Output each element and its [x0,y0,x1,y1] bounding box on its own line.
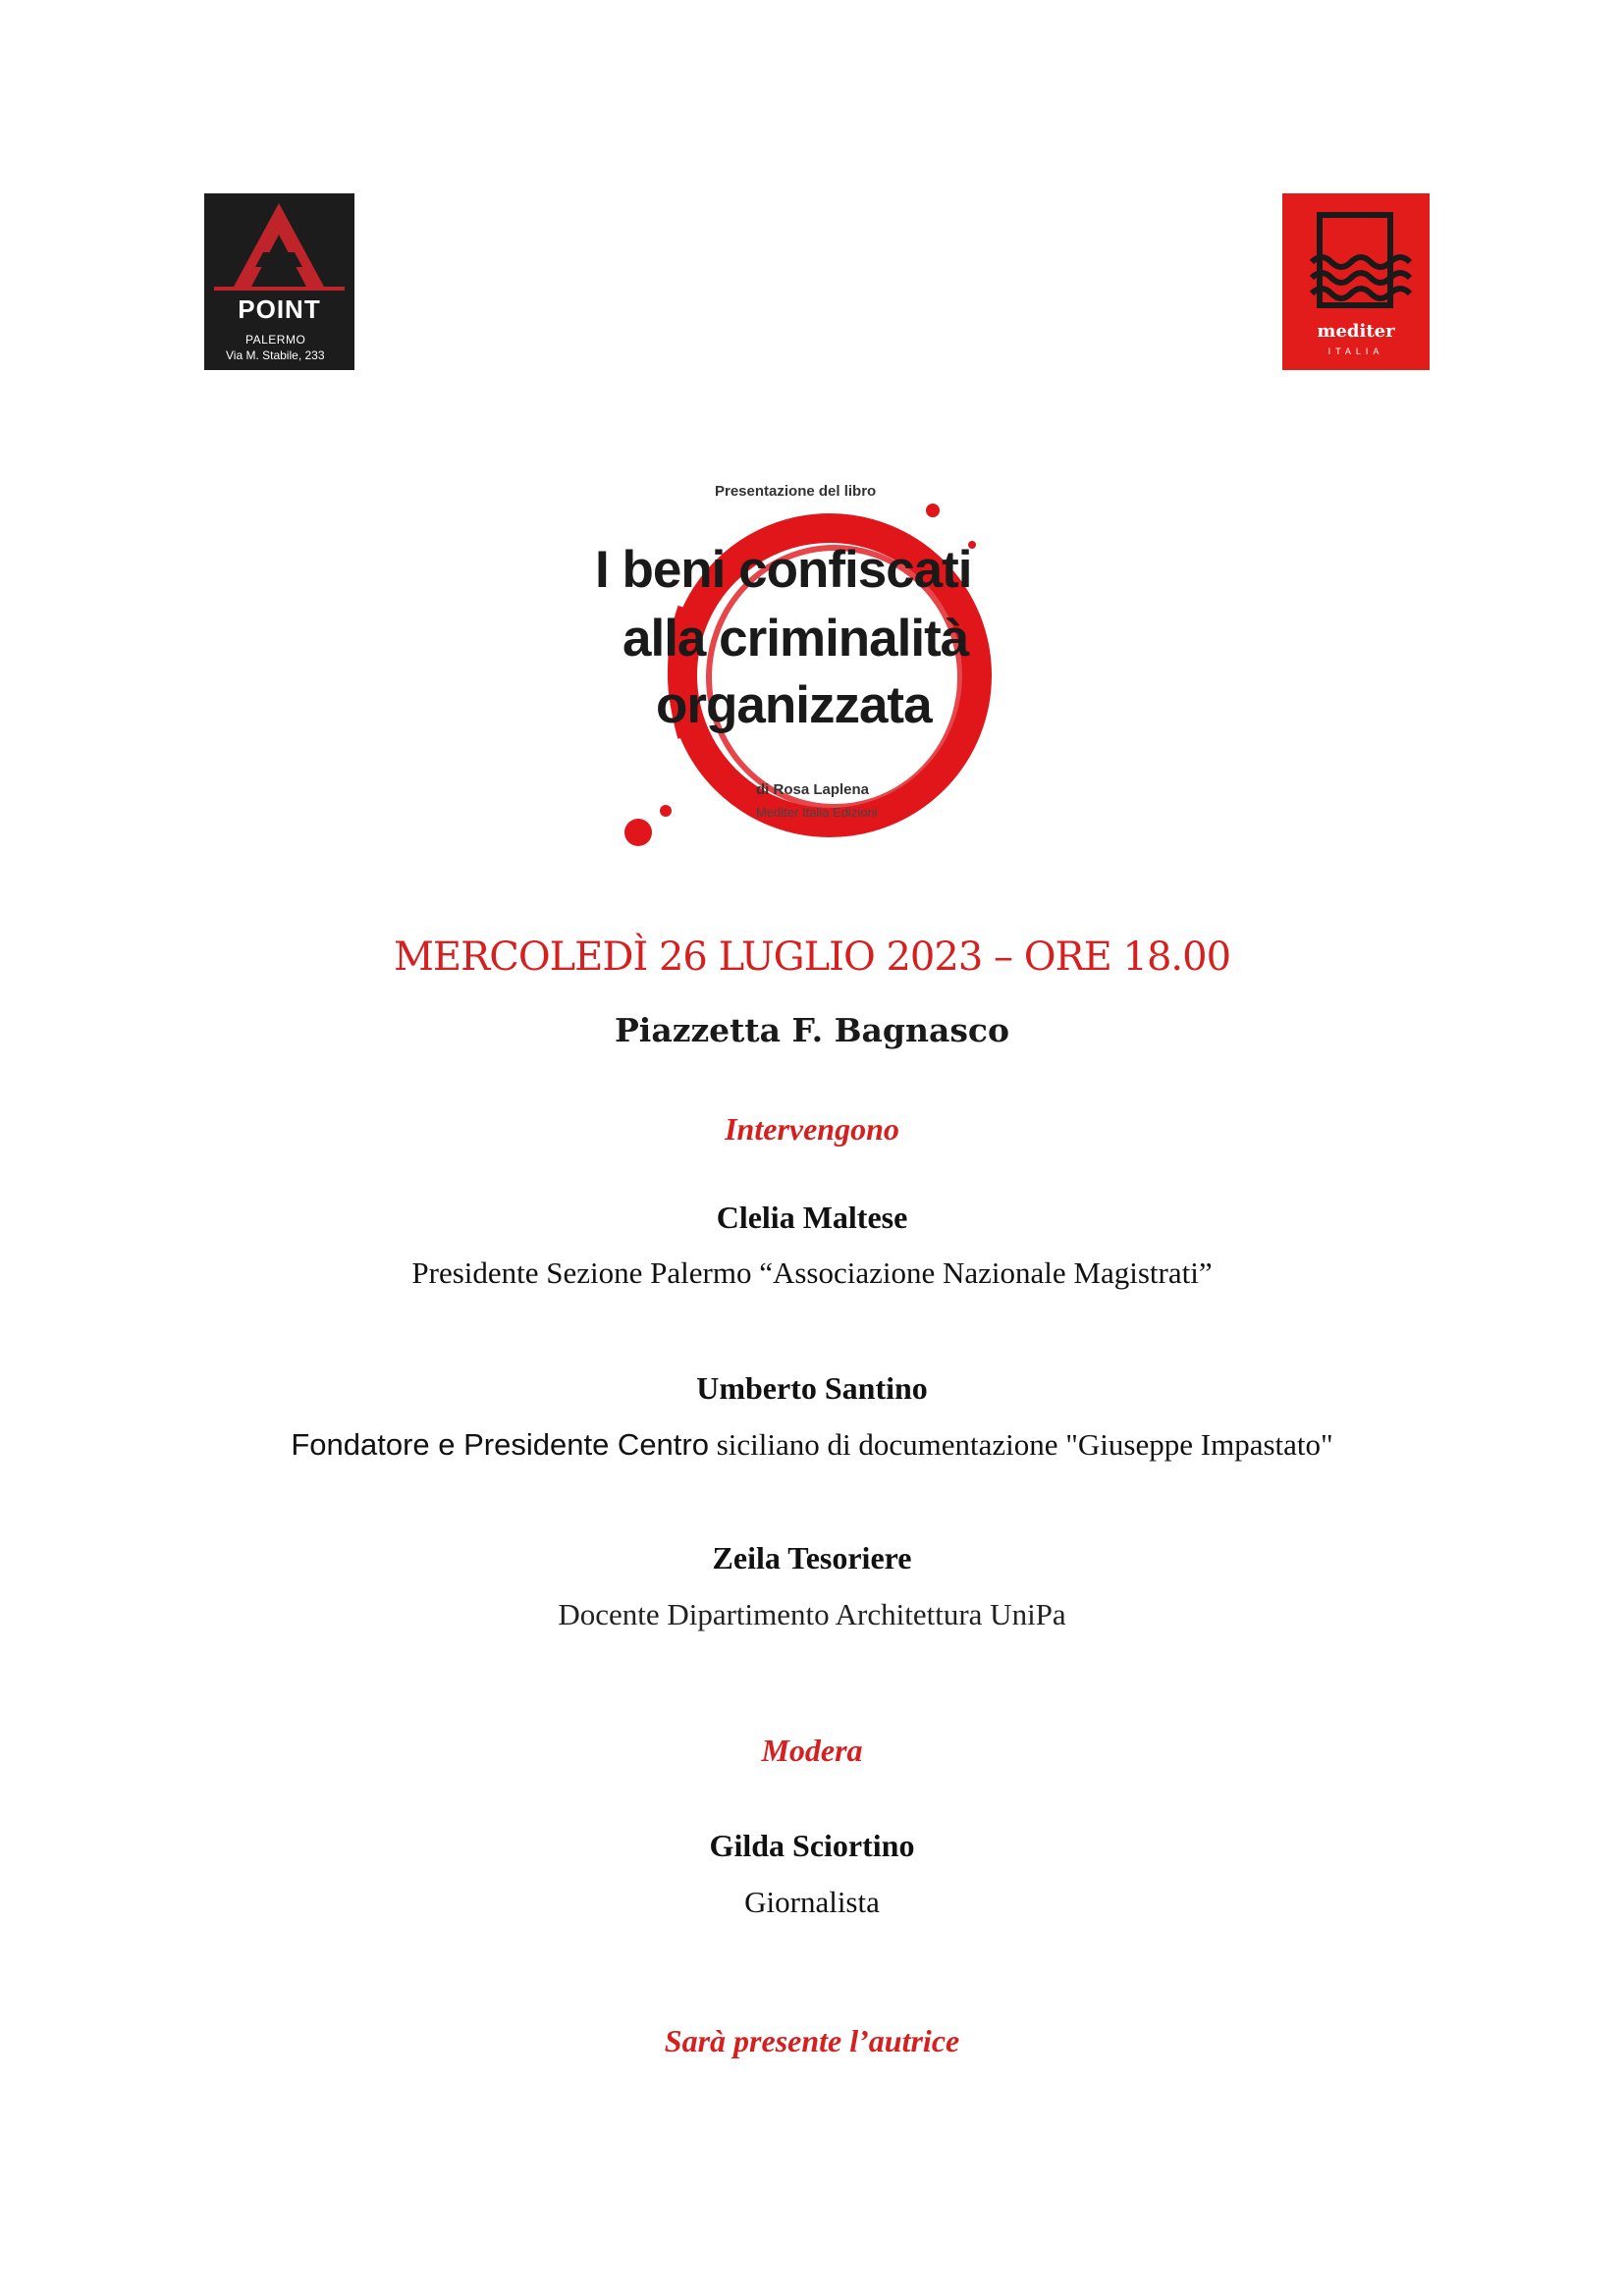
speaker-name: Clelia Maltese [716,1200,908,1235]
speaker-role-part-1: Fondatore e Presidente Centro [291,1427,709,1462]
point-logo-name: POINT [238,294,321,324]
cover-title-line-1: I beni confiscati [595,541,972,599]
mediter-italia-logo [1282,193,1430,370]
point-logo-address: Via M. Stabile, 233 [226,348,325,362]
closing-note: Sarà presente l’autrice [664,2023,960,2058]
speaker-role: Docente Dipartimento Architettura UniPa [558,1597,1066,1631]
moderator-role: Giornalista [744,1885,880,1919]
point-palermo-logo [204,193,354,370]
speaker-role: Presidente Sezione Palermo “Associazione Nazionale Magistrati” [411,1255,1213,1290]
mediter-logo-sub: ITALIA [1327,347,1384,356]
event-place: Piazzetta F. Bagnasco [614,1011,1010,1049]
point-logo-city: PALERMO [245,333,306,347]
moderator-name: Gilda Sciortino [709,1828,915,1863]
speakers-heading: Intervengono [725,1111,899,1147]
cover-publisher: Mediter Italia Edizioni [756,805,878,820]
cover-author: di Rosa Laplena [756,781,870,798]
mediter-wave-icon [1282,193,1430,370]
speaker-name: Zeila Tesoriere [712,1540,912,1575]
cover-intro: Presentazione del libro [715,483,877,500]
cover-title-line-2: alla criminalità [623,610,969,667]
moderator-heading: Modera [761,1733,863,1768]
speaker-name: Umberto Santino [696,1370,928,1406]
speaker-role-part-2: siciliano di documentazione "Giuseppe Impastato" [708,1427,1333,1462]
event-date-time: MERCOLEDÌ 26 LUGLIO 2023 – ORE 18.00 [393,934,1231,980]
cover-title-line-3: organizzata [656,676,932,734]
mediter-logo-name: mediter [1317,321,1395,342]
speaker-role [0,1427,1624,1463]
book-cover [589,471,1051,864]
